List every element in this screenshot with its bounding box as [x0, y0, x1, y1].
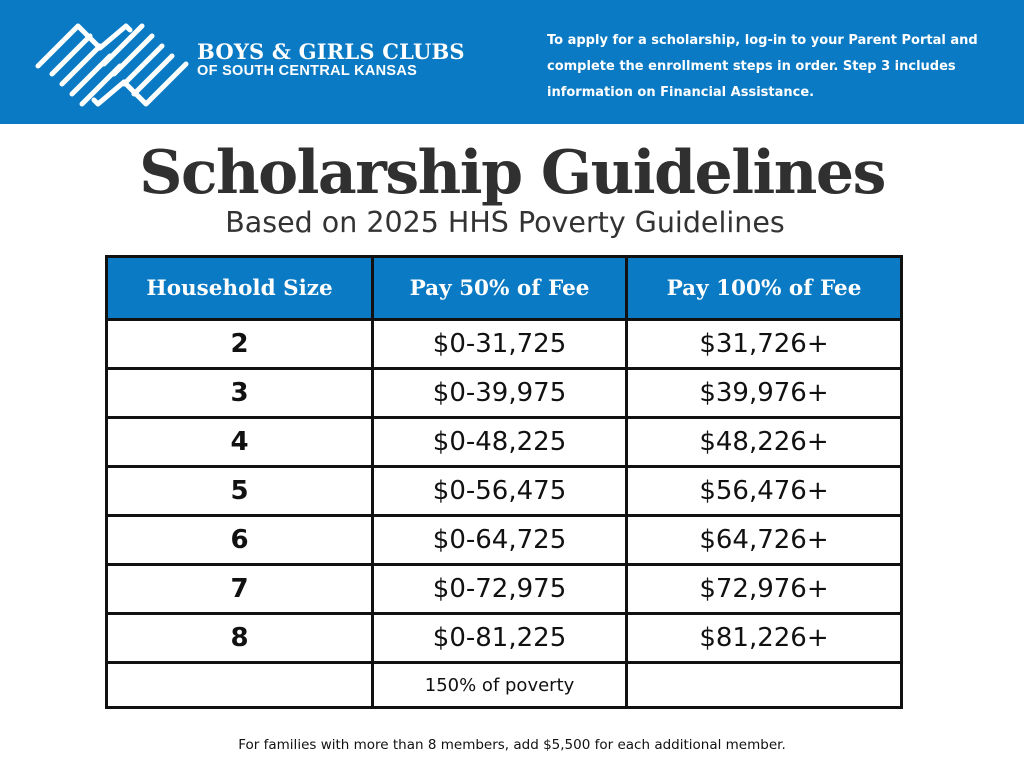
household-size-cell: 6 — [107, 516, 373, 565]
logo-title: BOYS & GIRLS CLUBS — [197, 39, 465, 64]
household-size-cell: 8 — [107, 614, 373, 663]
pay-50-cell: $0-39,975 — [373, 369, 627, 418]
pay-100-cell: $31,726+ — [626, 320, 901, 369]
pay-50-cell: $0-48,225 — [373, 418, 627, 467]
table-footer-row — [107, 663, 902, 708]
table-row — [107, 369, 902, 418]
pay-100-cell: $64,726+ — [626, 516, 901, 565]
pay-100-cell: $39,976+ — [626, 369, 901, 418]
household-size-cell: 7 — [107, 565, 373, 614]
poverty-level-cell: 150% of poverty — [373, 663, 627, 708]
pay-100-cell: $72,976+ — [626, 565, 901, 614]
clubs-logo-icon — [34, 18, 190, 112]
pay-100-cell: $56,476+ — [626, 467, 901, 516]
logo-wordmark — [197, 40, 465, 78]
page-title: Scholarship Guidelines — [139, 138, 885, 208]
footer-full-cell — [626, 663, 901, 708]
table-row — [107, 516, 902, 565]
household-size-cell: 2 — [107, 320, 373, 369]
pay-50-cell: $0-64,725 — [373, 516, 627, 565]
table-row — [107, 565, 902, 614]
page-subtitle: Based on 2025 HHS Poverty Guidelines — [225, 206, 785, 239]
header-pay-100: Pay 100% of Fee — [626, 257, 901, 320]
footer-size-cell — [107, 663, 373, 708]
household-size-cell: 4 — [107, 418, 373, 467]
household-size-cell: 3 — [107, 369, 373, 418]
table-row — [107, 418, 902, 467]
additional-member-note: For families with more than 8 members, add $5,500 for each additional member. — [238, 737, 786, 753]
header-household-size: Household Size — [107, 257, 373, 320]
pay-50-cell: $0-81,225 — [373, 614, 627, 663]
pay-100-cell: $81,226+ — [626, 614, 901, 663]
guidelines-table — [105, 255, 903, 709]
pay-100-cell: $48,226+ — [626, 418, 901, 467]
header-pay-50: Pay 50% of Fee — [373, 257, 627, 320]
pay-50-cell: $0-56,475 — [373, 467, 627, 516]
table-row — [107, 320, 902, 369]
logo-subtitle: OF SOUTH CENTRAL KANSAS — [197, 63, 418, 79]
pay-50-cell: $0-72,975 — [373, 565, 627, 614]
header-banner — [0, 0, 1024, 124]
household-size-cell: 5 — [107, 467, 373, 516]
application-notice: To apply for a scholarship, log-in to your Parent Portal and complete the enrollment steps in order. Step 3 includes information on Financial Assistance. — [547, 33, 978, 100]
table-row — [107, 467, 902, 516]
table-header-row — [107, 257, 902, 320]
table-row — [107, 614, 902, 663]
pay-50-cell: $0-31,725 — [373, 320, 627, 369]
